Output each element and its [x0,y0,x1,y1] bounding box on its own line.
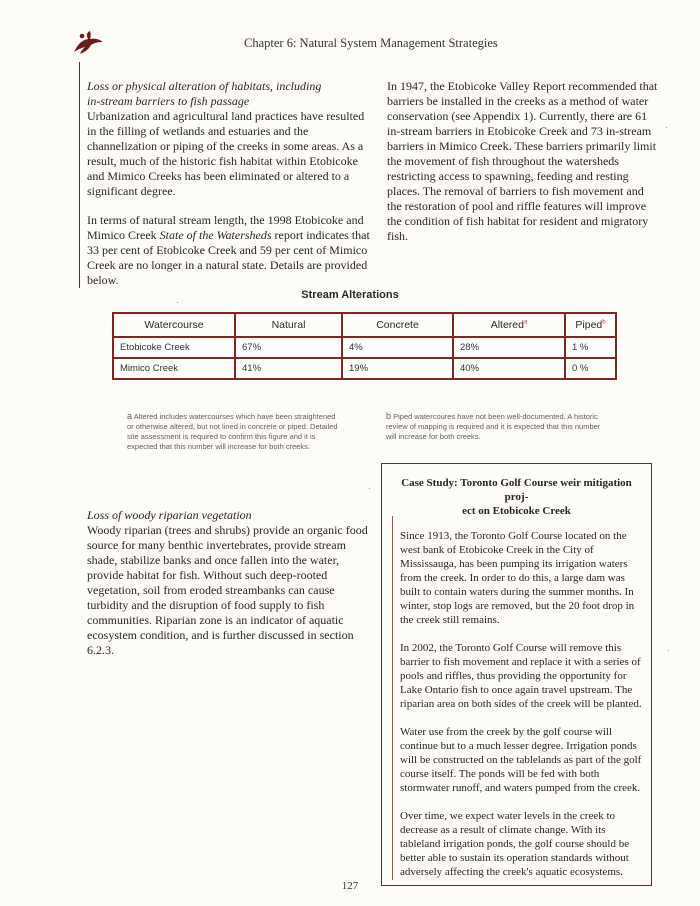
right-column-top [387,79,659,244]
table-title: Stream Alterations [301,289,399,301]
col-watercourse: Watercourse [113,313,235,337]
case-study-box [381,463,652,886]
bird-logo-icon [72,30,104,56]
col-altered: Altered$^a$ [453,313,565,337]
barriers-paragraph: In 1947, the Etobicoke Valley Report recommended that barriers be installed in the creeks as a method of water conservation (see Appendix 1). Currently, there are 61 in-stream barriers in Etobicoke Creek and 73 in-stream barriers in Mimico Creek. These barriers primarily limit the movement of fish throughout the watersheds restricting access to spawning, feeding and resting places. The removal of barriers to fish movement and the restoration of pool and riffle features will improve the condition of fish habitat for resident and migratory fish. [387,79,658,243]
stream-length-paragraph: In terms of natural stream length, the 1998 Etobicoke and Mimico Creek State of the Watersheds report indicates that 33 per cent of Etobicoke Creek and 59 per cent of Mimico Creek are no longer in a natural state. Details are provided below. [87,213,370,287]
page-number: 127 [341,880,359,892]
table-row: Etobicoke Creek 67% 4% 28% 1 % [113,337,616,358]
table-row: Mimico Creek 41% 19% 40% 0 % [113,358,616,379]
scan-speck [177,302,178,303]
col-piped: Piped$^b$ [565,313,616,337]
case-study-rule [392,516,393,880]
case-study-body [400,529,645,893]
scan-speck [666,127,667,128]
case-study-title: Case Study: Toronto Golf Course weir mitigation proj- ect on Etobicoke Creek [401,477,632,517]
left-column-bottom [87,508,372,658]
chapter-header: Chapter 6: Natural System Management Strategies [244,36,498,50]
col-concrete: Concrete [342,313,453,337]
scan-speck [369,488,370,489]
case-paragraph: In 2002, the Toronto Golf Course will remove this barrier to fish movement and replace it with a series of pools and riffles, thus providing the opportunity for Lake Ontario fish to once again travel upstream. The riparian area on both sides of the creek will be planted. [400,642,642,710]
left-column-top [87,79,372,288]
scan-speck [668,650,669,651]
stream-alterations-table [112,312,617,380]
section-heading-riparian: Loss of woody riparian vegetation [87,508,252,522]
table-header-row [113,313,616,337]
case-paragraph: Over time, we expect water levels in the creek to decrease as a result of climate change. With its tableland irrigation ponds, the golf course should be better able to sustain its operation standards without adversely affecting the creek's aquatic ecosystems. [400,810,630,878]
habitat-paragraph: Urbanization and agricultural land practices have resulted in the filling of wetlands and estuaries and the channelization or piping of the creeks in some areas. As a result, much of the historic fish habitat within Etobicoke and Mimico Creeks has been eliminated or altered to a significant degree. [87,109,365,198]
case-paragraph: Since 1913, the Toronto Golf Course located on the west bank of Etobicoke Creek in the City of Mississauga, has been pumping its irrigation waters from the creek. In order to do this, a large dam was built to contain waters during the summer months. In winter, stop logs are removed, but the 20 foot drop in the creek still remains. [400,530,635,626]
col-natural: Natural [235,313,342,337]
footnote-b: b Piped watercoures have not been well-documented. A historic review of mapping is required and it is expected that this number will increase for both creeks. [386,411,601,441]
section-heading-habitat: Loss or physical alteration of habitats, including in-stream barriers to fish passage [87,79,322,108]
margin-rule [79,62,80,288]
footnote-a: a Altered includes watercourses which have been straightened or otherwise altered, but not lined in concrete or piped. Detailed site assessment is required to confirm this figure and it is expected that this number will increase for both creeks. [127,411,338,451]
riparian-paragraph: Woody riparian (trees and shrubs) provide an organic food source for many benthic invertebrates, provide stream shade, stabilize banks and once fallen into the water, provide habitat for fish. Without such deep-rooted vegetation, soil from eroded streambanks can cause turbidity and the disruption of food supply to fish communities. Riparian zone is an indicator of aquatic ecosystem condition, and is further discussed in section 6.2.3. [87,523,368,657]
case-paragraph: Water use from the creek by the golf course will continue but to a much lesser degree. Irrigation ponds will be constructed on the tablelands as part of the golf course itself. The ponds will be fed with both stormwater runoff, and waters pumped from the creek. [400,726,642,794]
